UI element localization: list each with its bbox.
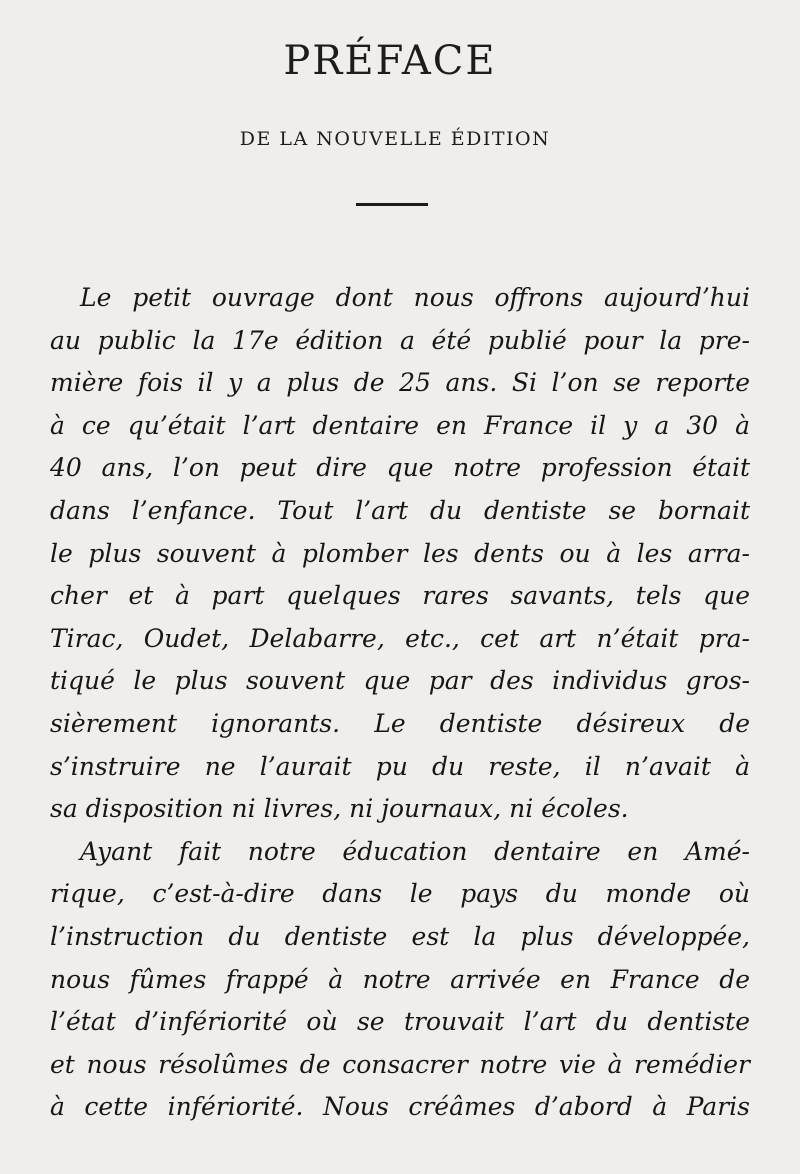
text-line: Tirac, Oudet, Delabarre, etc., cet art n’était pra-: [50, 623, 750, 653]
text-line: cher et à part quelques rares savants, tels que: [50, 581, 750, 611]
text-line: sièrement ignorants. Le dentiste désireux de: [50, 708, 750, 738]
text-line: mière fois il y a plus de 25 ans. Si l’on se reporte: [50, 368, 750, 398]
text-line: le plus souvent à plomber les dents ou à les arra-: [50, 538, 750, 568]
text-line: à cette infériorité. Nous créâmes d’abord à Paris: [50, 1092, 750, 1122]
title-rule-divider: [356, 203, 428, 206]
text-line: dans l’enfance. Tout l’art du dentiste se bornait: [50, 495, 750, 525]
text-line: Ayant fait notre éducation dentaire en Amé-: [80, 836, 750, 866]
text-line: à ce qu’était l’art dentaire en France il y a 30 à: [50, 410, 750, 440]
text-line: sa disposition ni livres, ni journaux, ni écoles.: [50, 794, 629, 824]
text-line: l’état d’infériorité où se trouvait l’art du dentiste: [50, 1007, 750, 1037]
text-line: tiqué le plus souvent que par des individus gros-: [50, 666, 750, 696]
text-line: rique, c’est-à-dire dans le pays du monde où: [50, 879, 750, 909]
page-subtitle: DE LA NOUVELLE ÉDITION: [239, 128, 551, 150]
text-line: l’instruction du dentiste est la plus développée,: [50, 921, 750, 951]
text-line: et nous résolûmes de consacrer notre vie à remédier: [50, 1049, 750, 1079]
text-line: 40 ans, l’on peut dire que notre profession était: [50, 453, 750, 483]
text-line: nous fûmes frappé à notre arrivée en France de: [50, 964, 750, 994]
page-title: PRÉFACE: [283, 38, 497, 84]
text-line: s’instruire ne l’aurait pu du reste, il n’avait à: [50, 751, 750, 781]
text-line: au public la 17e édition a été publié pour la pre-: [50, 325, 750, 355]
preface-body-text: [50, 277, 750, 1129]
text-line: Le petit ouvrage dont nous offrons aujourd’hui: [80, 283, 750, 312]
